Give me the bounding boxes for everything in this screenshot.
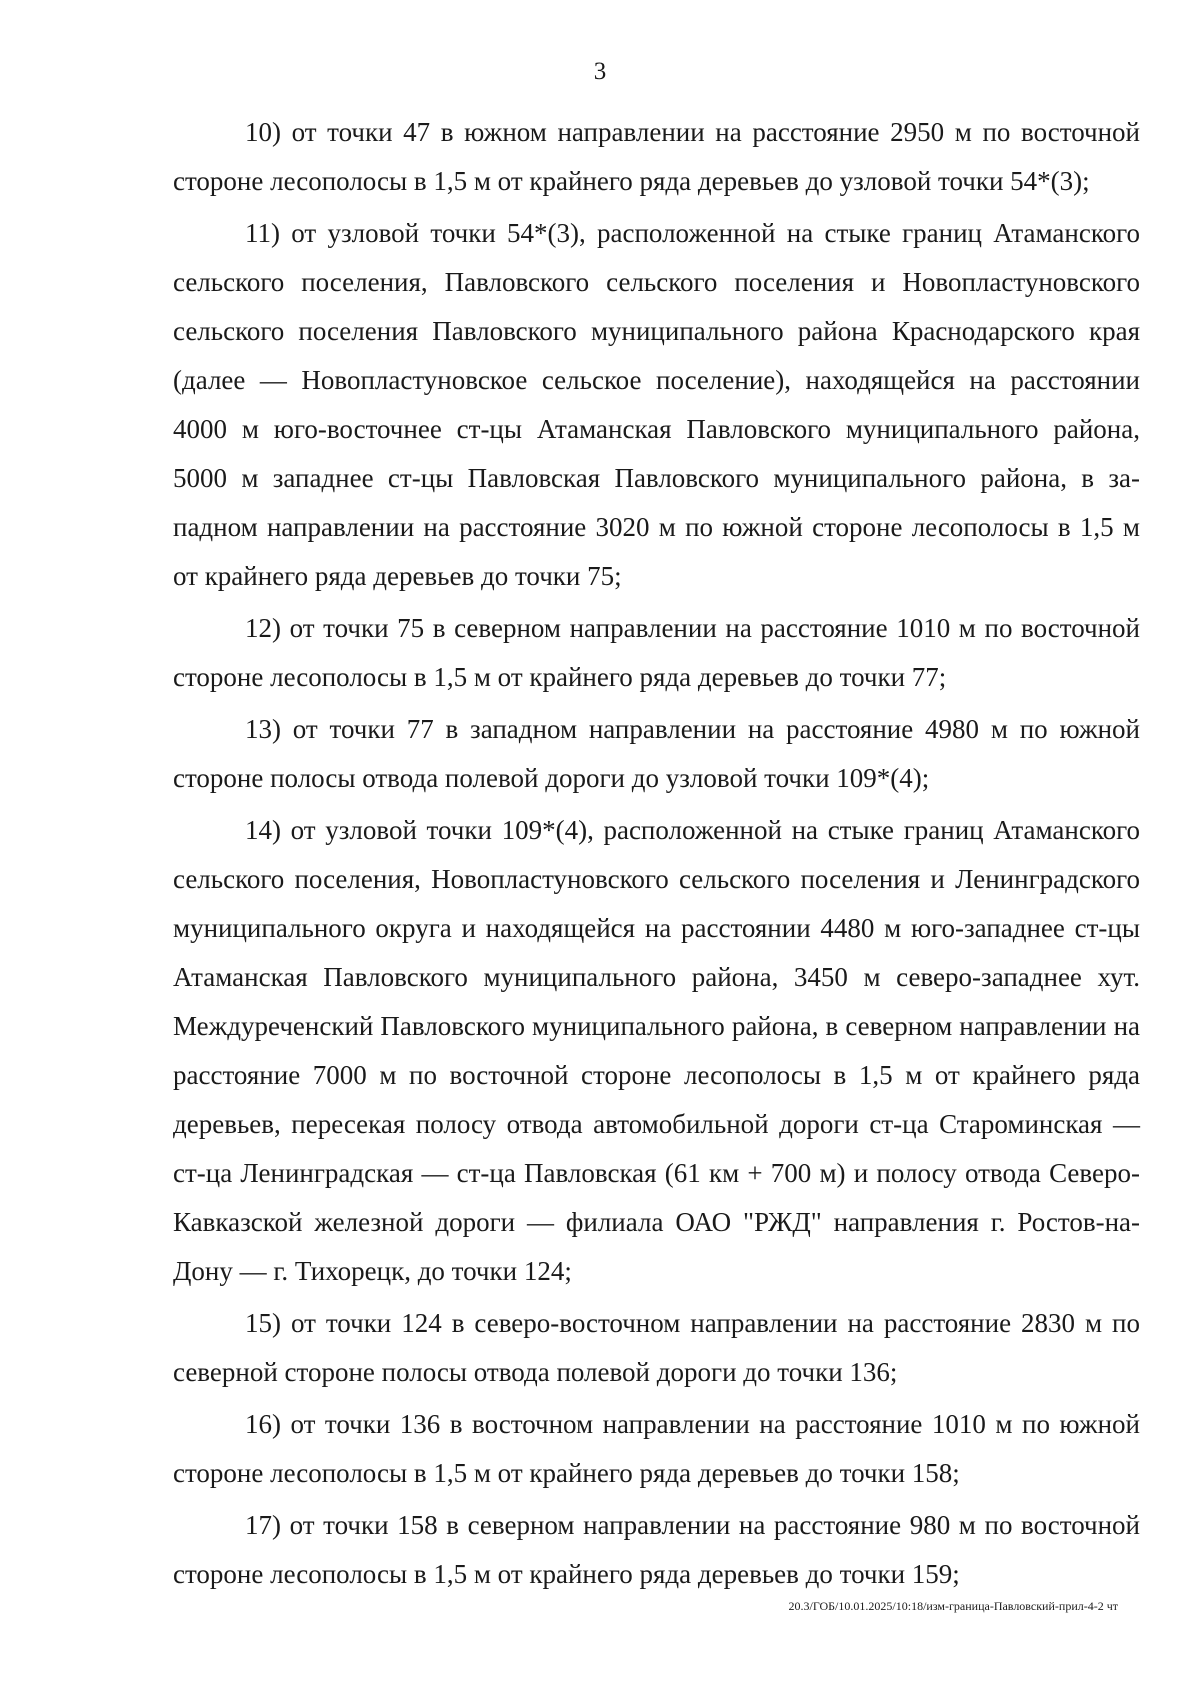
document-body — [173, 108, 1140, 1602]
list-item-16: 16) от точки 136 в восточном направлении на расстояние 1010 м по южной стороне лесополосы в 1,5 м от крайнего ряда деревьев до точки 158; — [173, 1409, 1140, 1488]
list-item-12: 12) от точки 75 в северном направлении на расстояние 1010 м по восточной стороне лесополосы в 1,5 м от крайнего ряда деревьев до точки 77; — [173, 613, 1140, 692]
list-item-14: 14) от узловой точки 109*(4), расположенной на стыке границ Атаманского сельского поселения, Новопластуновского сельского поселения и Ленинградского муниципального округа и находящейся на расстоянии 4480 м юго-западнее ст-цы Атаманская Павловского муниципального района, 3450 м северо-западнее хут. Междуреченский Павловского муниципального района, в северном направлении на расстояние 7000 м по восточной стороне лесополосы в 1,5 м от крайнего ряда деревьев, пересекая полосу отвода автомобильной дороги ст-ца Староминская — ст-ца Ленинградская — ст-ца Павловская (61 км + 700 м) и полосу отвода Северо-Кавказской железной дороги — филиала ОАО "РЖД" направления г. Ростов-на-Дону — г. Тихорецк, до точки 124; — [173, 815, 1140, 1286]
list-item-13: 13) от точки 77 в западном направлении на расстояние 4980 м по южной стороне полосы отвода полевой дороги до узловой точки 109*(4); — [173, 714, 1140, 793]
list-item-15: 15) от точки 124 в северо-восточном направлении на расстояние 2830 м по северной стороне полосы отвода полевой дороги до точки 136; — [173, 1308, 1140, 1387]
list-item-11: 11) от узловой точки 54*(3), расположенной на стыке границ Атаманского сельского поселения, Павловского сельского поселения и Новопластуновского сельского поселения Павловского муниципального района Краснодарского края (далее — Новопластуновское сельское поселение), находящейся на расстоянии 4000 м юго-восточнее ст-цы Атаманская Павловского муниципального района, 5000 м западнее ст-цы Павловская Павловского муниципального района, в западном направлении на расстояние 3020 м по южной стороне лесополосы в 1,5 м от крайнего ряда деревьев до точки 75; — [173, 218, 1140, 591]
list-item-10: 10) от точки 47 в южном направлении на расстояние 2950 м по восточной стороне лесополосы в 1,5 м от крайнего ряда деревьев до узловой точки 54*(3); — [173, 117, 1140, 196]
list-item-17: 17) от точки 158 в северном направлении на расстояние 980 м по восточной стороне лесополосы в 1,5 м от крайнего ряда деревьев до точки 159; — [173, 1510, 1140, 1589]
page-number: 3 — [593, 58, 607, 85]
document-footer-reference: 20.3/ГОБ/10.01.2025/10:18/изм-граница-Павловский-прил-4-2 чт — [788, 1599, 1118, 1613]
